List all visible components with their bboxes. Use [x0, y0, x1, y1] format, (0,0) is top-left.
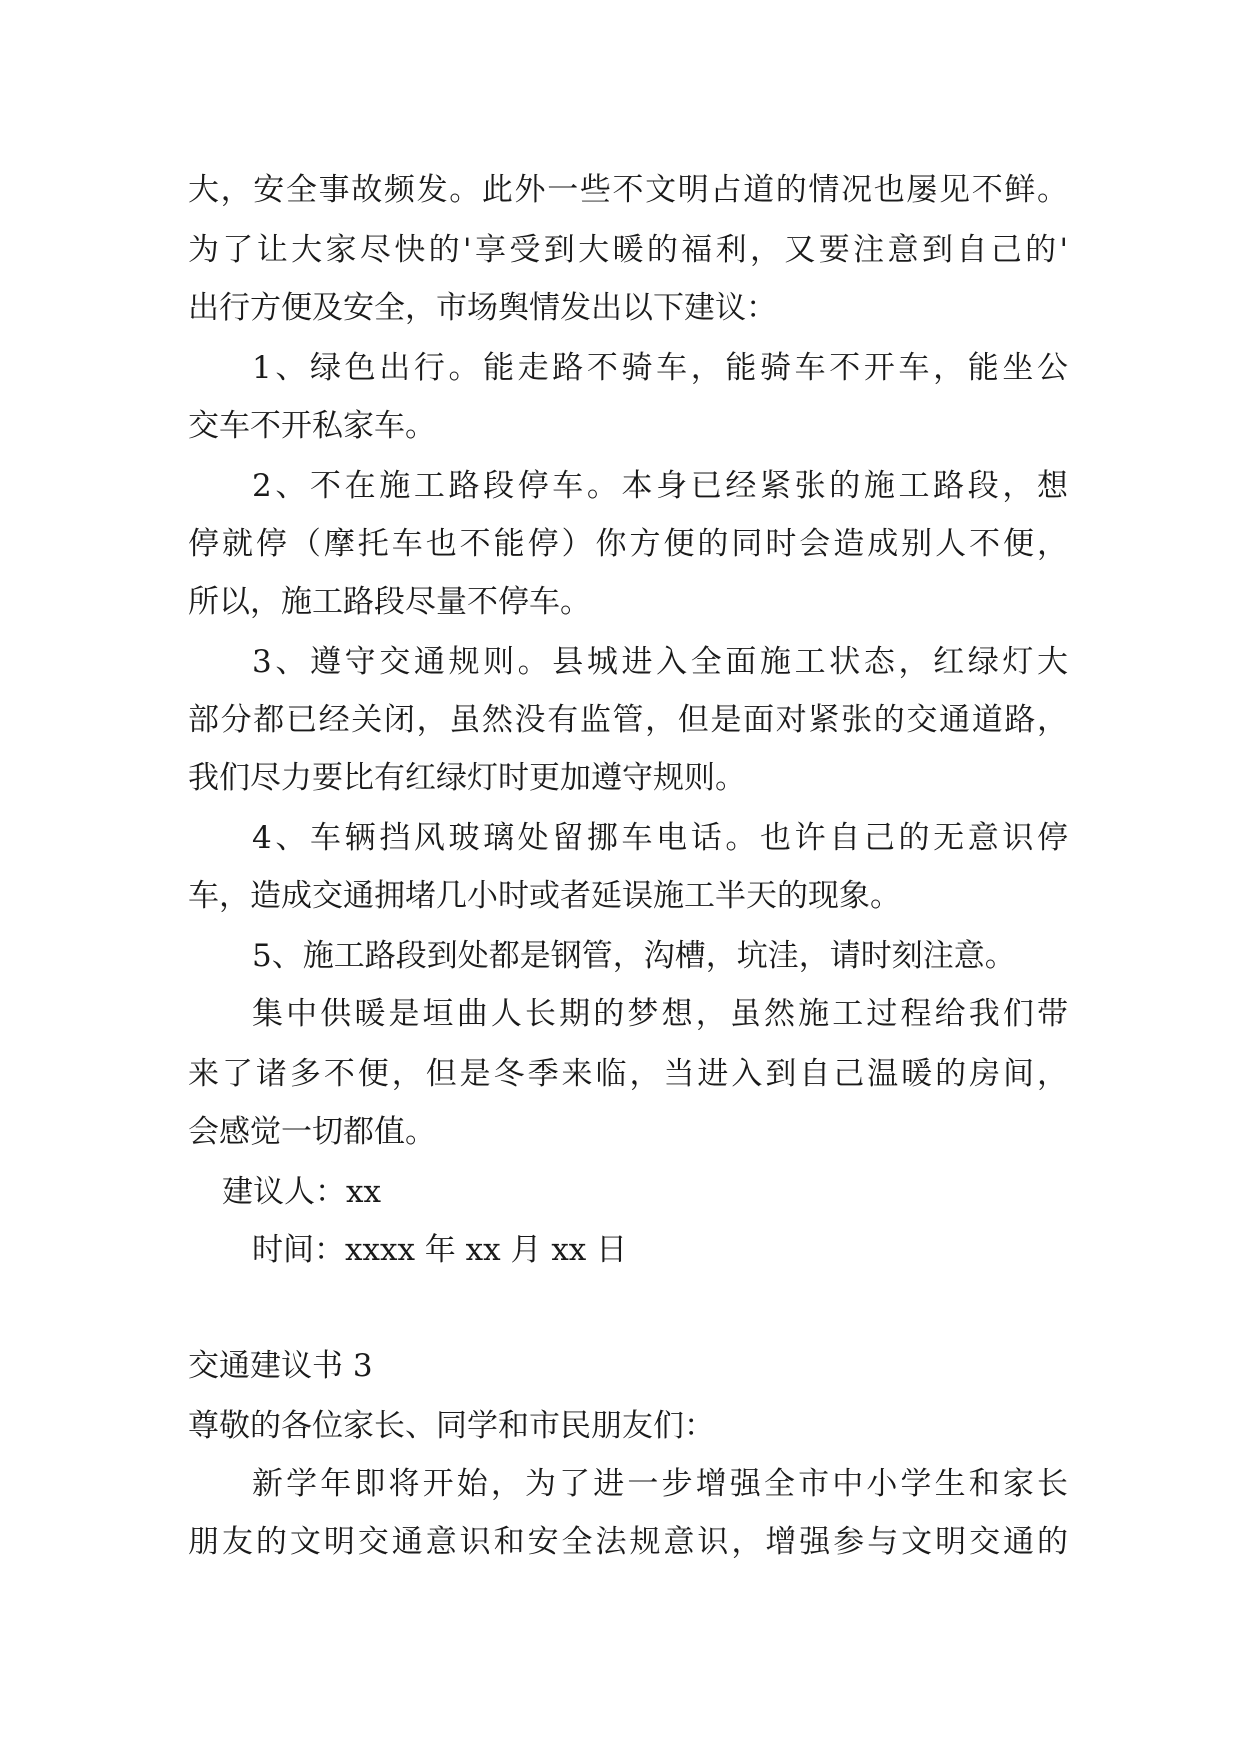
list-item-1-line: 1、绿色出行。能走路不骑车，能骑车不开车，能坐公 — [252, 350, 1068, 386]
paragraph-line: 来了诸多不便，但是冬季来临，当进入到自己温暖的房间， — [188, 1056, 1068, 1092]
paragraph-line: 朋友的文明交通意识和安全法规意识，增强参与文明交通的 — [188, 1524, 1068, 1560]
paragraph-line: 集中供暖是垣曲人长期的梦想，虽然施工过程给我们带 — [252, 996, 1068, 1032]
list-item-5-line: 5、施工路段到处都是钢管，沟槽，坑洼，请时刻注意。 — [252, 938, 1016, 974]
list-item-2-line: 停就停（摩托车也不能停）你方便的同时会造成别人不便， — [188, 526, 1068, 562]
list-item-4-line: 车，造成交通拥堵几小时或者延误施工半天的现象。 — [188, 878, 901, 914]
list-item-2-line: 2、不在施工路段停车。本身已经紧张的施工路段，想 — [252, 468, 1068, 504]
proposer-signature: 建议人：xx — [222, 1174, 381, 1210]
list-item-2-line: 所以，施工路段尽量不停车。 — [188, 584, 591, 620]
list-item-3-line: 我们尽力要比有红绿灯时更加遵守规则。 — [188, 760, 746, 796]
list-item-4-line: 4、车辆挡风玻璃处留挪车电话。也许自己的无意识停 — [252, 820, 1068, 856]
salutation: 尊敬的各位家长、同学和市民朋友们： — [188, 1408, 715, 1444]
text-line: 大，安全事故频发。此外一些不文明占道的情况也屡见不鲜。 — [188, 172, 1068, 208]
paragraph-line: 新学年即将开始，为了进一步增强全市中小学生和家长 — [252, 1466, 1068, 1502]
list-item-3-line: 部分都已经关闭，虽然没有监管，但是面对紧张的交通道路， — [188, 702, 1068, 738]
list-item-1-line: 交车不开私家车。 — [188, 408, 436, 444]
date-line: 时间：xxxx 年 xx 月 xx 日 — [252, 1232, 628, 1268]
text-line: 为了让大家尽快的'享受到大暖的福利，又要注意到自己的' — [188, 232, 1068, 268]
list-item-3-line: 3、遵守交通规则。县城进入全面施工状态，红绿灯大 — [252, 644, 1068, 680]
text-line: 出行方便及安全，市场舆情发出以下建议： — [188, 290, 777, 326]
paragraph-line: 会感觉一切都值。 — [188, 1114, 436, 1150]
section-title: 交通建议书 3 — [188, 1348, 373, 1384]
